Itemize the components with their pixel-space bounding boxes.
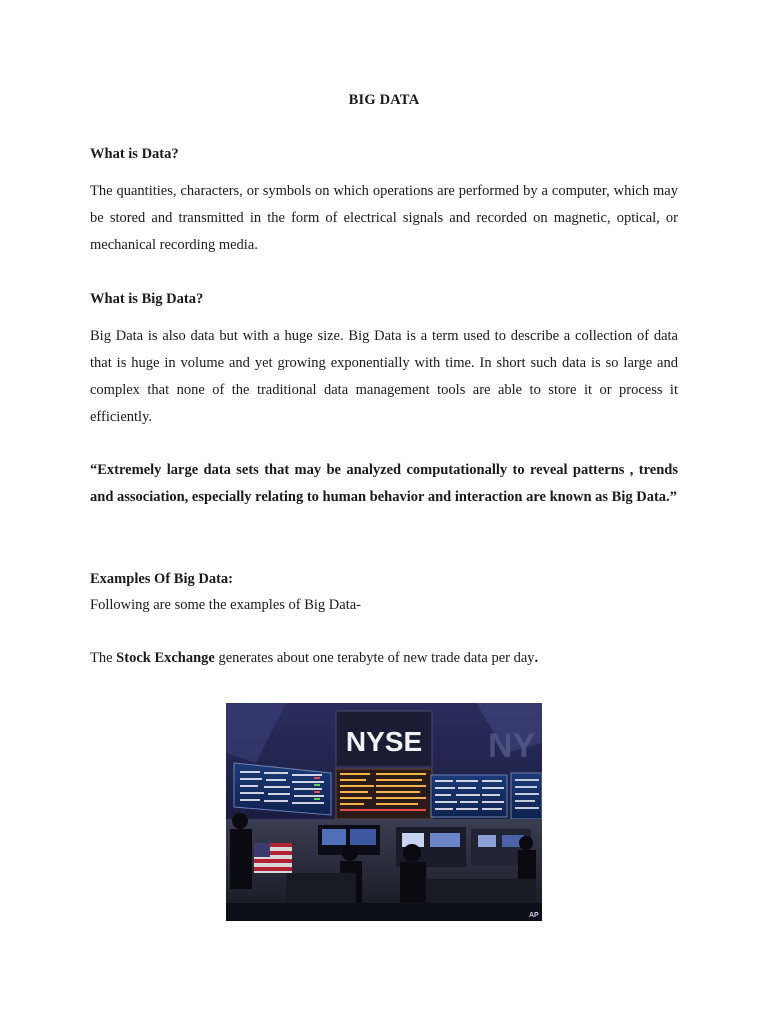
stock-exchange-example	[90, 650, 538, 667]
nyse-side-sign-text: NY	[488, 727, 536, 765]
definition-quote: “Extremely large data sets that may be analyzed computationally to reveal patterns , trends and association, especially relating to human behavior and interaction are known as Big Data.”	[90, 462, 678, 505]
nyse-sign-text: NYSE	[345, 726, 423, 757]
nyse-trading-floor-photo	[226, 703, 542, 921]
paragraph-what-is-data: The quantities, characters, or symbols on which operations are performed by a computer, which may be stored and transmitted in the form of electrical signals and recorded on magnetic, optical, or mechanical recording media.	[90, 183, 678, 253]
document-title: BIG DATA	[348, 92, 420, 108]
paragraph-what-is-big-data: Big Data is also data but with a huge size. Big Data is a term used to describe a collection of data that is huge in volume and yet growing exponentially with time. In short such data is so large and complex that none of the traditional data management tools are able to store it or process it efficiently.	[90, 328, 678, 425]
american-flag	[254, 843, 292, 873]
heading-what-is-data: What is Data?	[90, 146, 179, 162]
stock-suffix: generates about one terabyte of new trade data per day	[214, 650, 535, 666]
photo-credit: AP	[529, 912, 539, 919]
heading-what-is-big-data: What is Big Data?	[90, 291, 204, 307]
stock-prefix: The	[90, 650, 117, 666]
examples-intro: Following are some the examples of Big Data-	[90, 597, 362, 613]
heading-examples: Examples Of Big Data:	[90, 571, 233, 587]
stock-exchange-term: Stock Exchange	[116, 650, 215, 666]
stock-end: .	[534, 650, 539, 666]
